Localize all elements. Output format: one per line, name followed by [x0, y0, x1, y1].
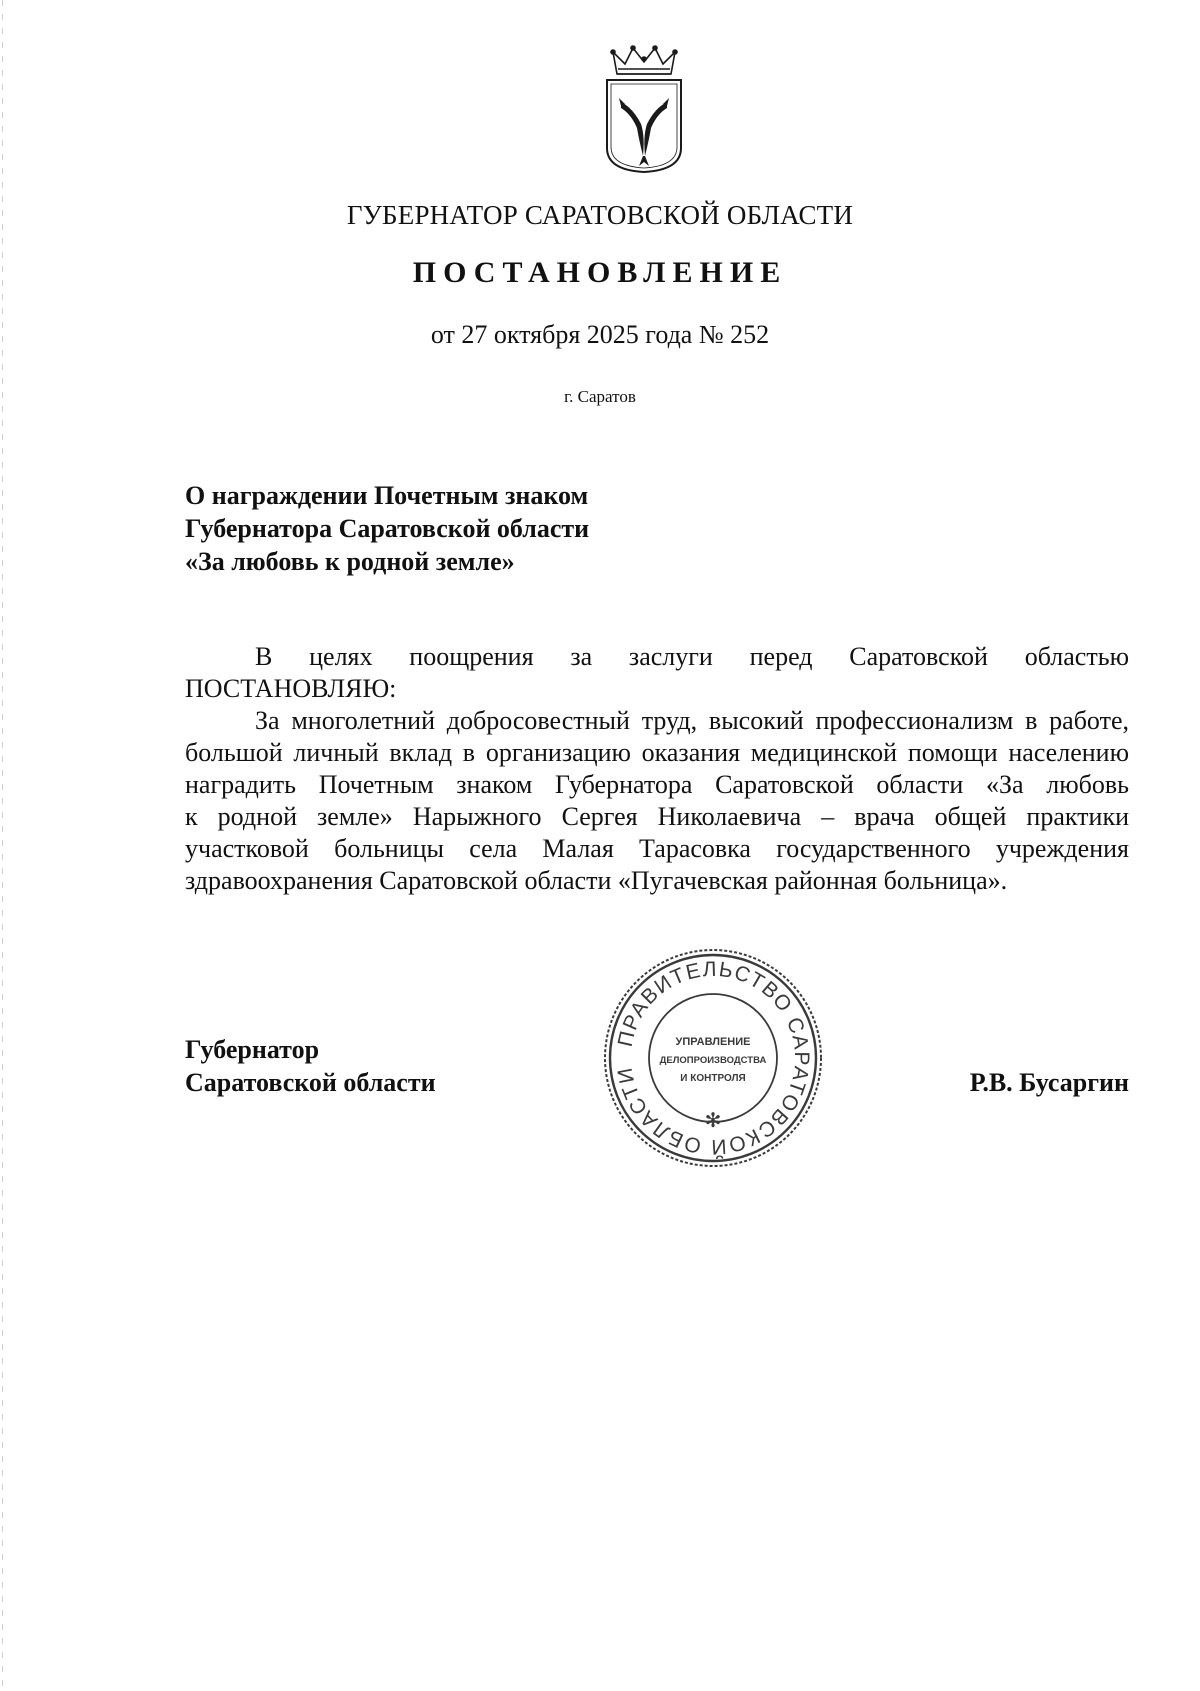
subject-line: «За любовь к родной земле» — [185, 547, 515, 576]
body-line: большой личный вклад в организацию оказания медицинской помощи населению — [185, 738, 1129, 767]
signatory-position-line: Губернатор — [185, 1035, 320, 1064]
preamble-line: В целях поощрения за заслуги перед Саратовской областью — [255, 642, 1129, 671]
document-type-title: ПОСТАНОВЛЕНИЕ — [412, 256, 788, 289]
document-subject — [185, 479, 785, 578]
body-line: участковой больницы села Малая Тарасовка государственного учреждения — [185, 834, 1129, 863]
document-date-number: от 27 октября 2025 года № 252 — [430, 320, 770, 349]
official-stamp — [600, 945, 826, 1171]
stamp-center-line: И КОНТРОЛЯ — [680, 1073, 746, 1084]
signatory-name: Р.В. Бусаргин — [969, 1068, 1129, 1097]
body-line: к родной земле» Нарыжного Сергея Николаевича – врача общей практики — [185, 802, 1129, 831]
body-line: За многолетний добросовестный труд, высокий профессионализм в работе, — [255, 706, 1129, 735]
decree-word: ПОСТАНОВЛЯЮ: — [185, 674, 397, 703]
body-line: здравоохранения Саратовской области «Пугачевская районная больница». — [185, 866, 1008, 895]
issuing-authority: ГУБЕРНАТОР САРАТОВСКОЙ ОБЛАСТИ — [346, 200, 854, 230]
scan-edge — [2, 0, 3, 1691]
stamp-center-line: УПРАВЛЕНИЕ — [675, 1036, 751, 1048]
document-city: г. Саратов — [564, 387, 636, 406]
subject-line: Губернатора Саратовской области — [185, 514, 590, 543]
signatory-position-line: Саратовской области — [185, 1068, 436, 1097]
stamp-center-line: ДЕЛОПРОИЗВОДСТВА — [659, 1055, 767, 1066]
subject-line: О награждении Почетным знаком — [185, 481, 589, 510]
stamp-star-icon: ✻ — [704, 1108, 722, 1132]
coat-of-arms-icon — [603, 44, 685, 176]
stamp-ring-text: ПРАВИТЕЛЬСТВО САРАТОВСКОЙ ОБЛАСТИ — [613, 957, 814, 1159]
body-line: наградить Почетным знаком Губернатора Саратовской области «За любовь — [185, 770, 1129, 799]
signatory-position — [185, 1033, 436, 1099]
document-body — [185, 641, 1129, 897]
